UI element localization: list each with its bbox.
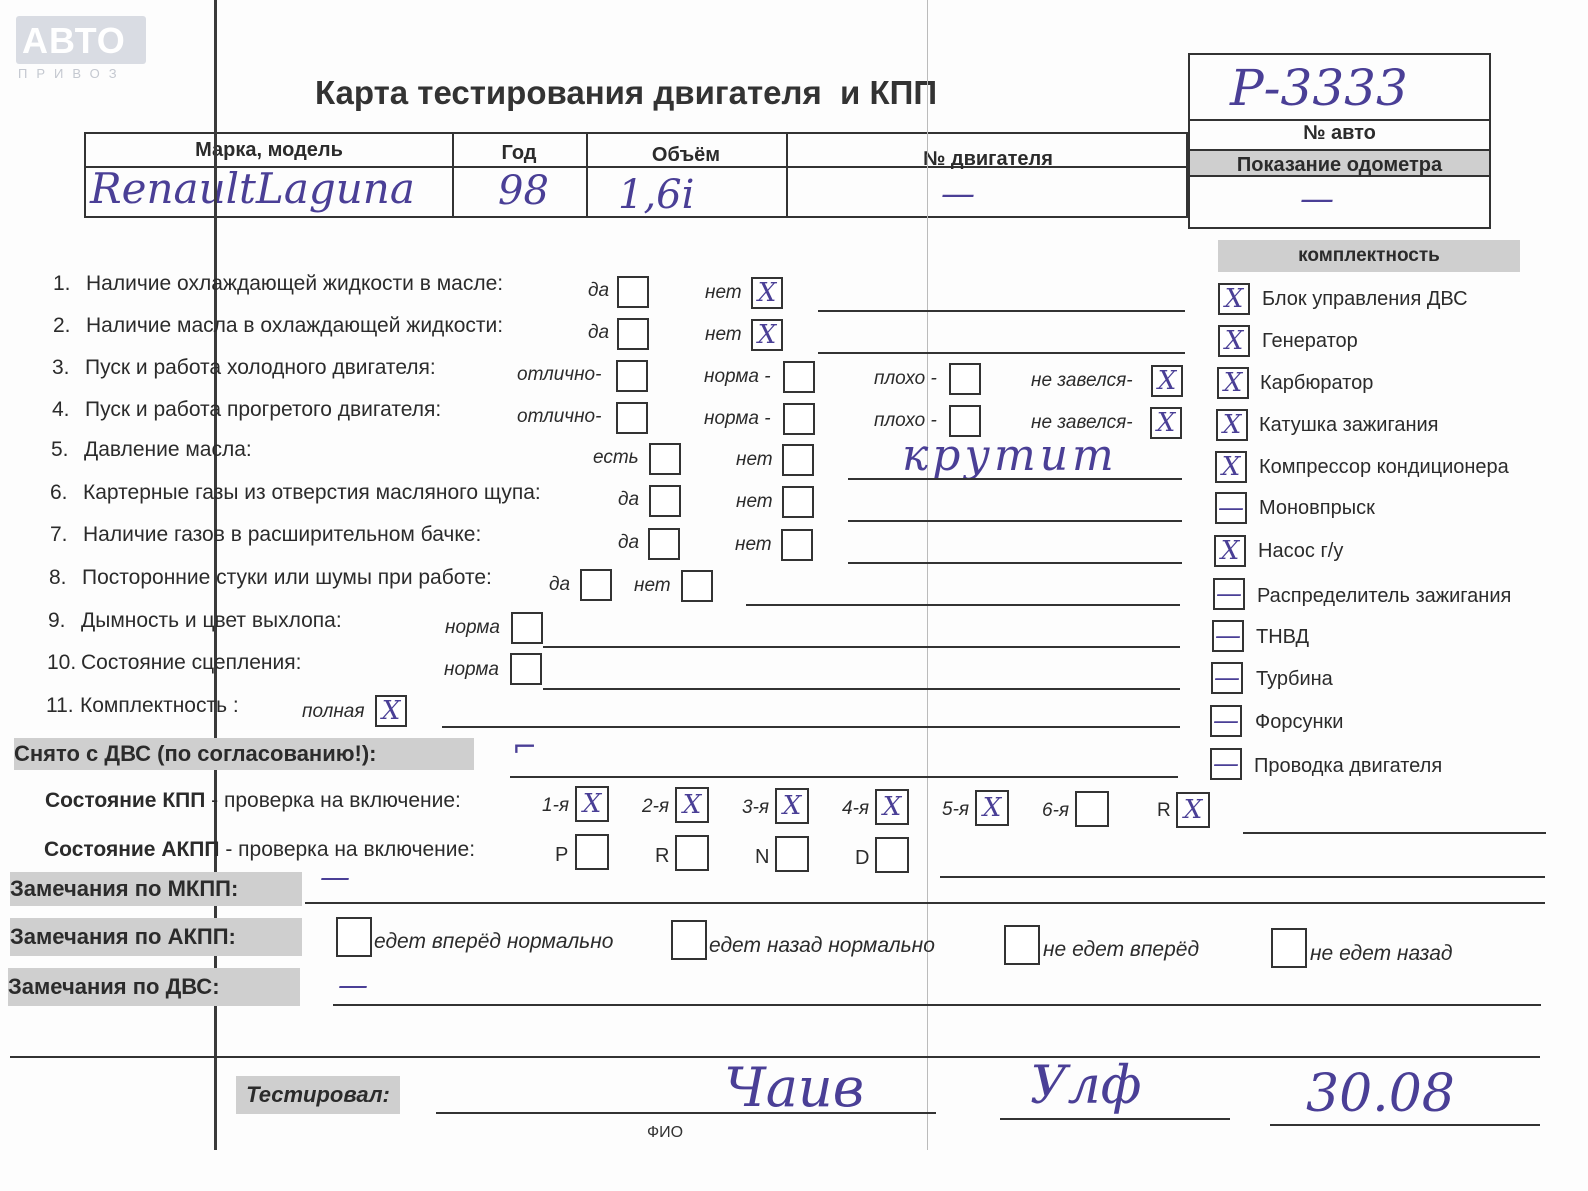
item-7-number: 7. (50, 523, 68, 546)
item-3-bad-checkbox[interactable] (949, 363, 981, 395)
akpp-mode-d-checkbox[interactable] (875, 837, 909, 873)
akpp-option-1-checkbox[interactable] (336, 917, 372, 957)
item-2-text: Наличие масла в охлаждающей жидкости: (86, 314, 504, 337)
akpp-option-3-label: не едет вперёд (1043, 938, 1200, 961)
kpp-gear-4-label: 4-я (842, 798, 870, 819)
item-11-line (442, 726, 1180, 728)
item-10-normal-checkbox[interactable] (510, 653, 542, 685)
akpp-label (44, 838, 475, 862)
remarks-dvs-label: Замечания по ДВС: (8, 968, 300, 1006)
item-1-line (818, 310, 1185, 312)
item-3-excellent-checkbox[interactable] (616, 360, 648, 392)
item-6-text: Картерные газы из отверстия масляного щупа: (83, 481, 541, 504)
item-4-number: 4. (52, 398, 70, 421)
completeness-8-checkbox[interactable]: — (1213, 578, 1245, 610)
item-5-no-checkbox[interactable] (782, 444, 814, 476)
item-5-number: 5. (51, 438, 69, 461)
completeness-1-label: Блок управления ДВС (1262, 288, 1468, 310)
odometer-value: — (1300, 179, 1334, 219)
logo (16, 16, 146, 64)
kpp-gear-r-checkbox[interactable]: X (1176, 792, 1210, 828)
col-divider-3 (786, 134, 788, 216)
header-table (84, 132, 1188, 218)
completeness-12-label: Проводка двигателя (1254, 755, 1443, 777)
item-8-no-checkbox[interactable] (681, 570, 713, 602)
fold-line-center (927, 0, 928, 1150)
completeness-11-checkbox[interactable]: — (1210, 705, 1242, 737)
akpp-option-4-checkbox[interactable] (1271, 928, 1307, 968)
kpp-gear-2-checkbox[interactable]: X (675, 787, 709, 823)
item-11-full-checkbox[interactable]: X (375, 695, 407, 727)
item-3-normal-checkbox[interactable] (783, 361, 815, 393)
kpp-gear-1-label: 1-я (542, 795, 570, 816)
kpp-gear-2-label: 2-я (642, 796, 670, 817)
completeness-10-checkbox[interactable]: — (1211, 662, 1243, 694)
kpp-gear-6-label: 6-я (1042, 800, 1070, 821)
item-10-line (543, 688, 1180, 690)
item-6-line (848, 520, 1182, 522)
item-1-text: Наличие охлаждающей жидкости в масле: (86, 272, 504, 295)
completeness-9-label: ТНВД (1256, 626, 1310, 648)
fio-caption: ФИО (647, 1124, 684, 1141)
item-9-option-normal: норма (445, 617, 500, 638)
akpp-label-rest: - проверка на включение: (219, 838, 476, 861)
item-6-yes-checkbox[interactable] (649, 485, 681, 517)
item-9-number: 9. (48, 609, 66, 632)
item-11-option-full: полная (302, 701, 365, 722)
completeness-5-label: Компрессор кондиционера (1259, 456, 1509, 478)
completeness-7-checkbox[interactable]: X (1214, 535, 1246, 567)
remarks-akpp-label: Замечания по АКПП: (10, 918, 302, 956)
item-4-option-normal: норма - (704, 408, 771, 429)
item-5-text: Давление масла: (84, 438, 252, 461)
completeness-2-checkbox[interactable]: X (1218, 325, 1250, 357)
akpp-mode-n-checkbox[interactable] (775, 836, 809, 872)
item-4-excellent-checkbox[interactable] (616, 402, 648, 434)
akpp-mode-p-label: P (555, 844, 569, 866)
akpp-mode-d-label: D (855, 847, 870, 869)
item-7-text: Наличие газов в расширительном бачке: (83, 523, 482, 546)
kpp-gear-r-label: R (1157, 800, 1171, 821)
kpp-gear-4-checkbox[interactable]: X (875, 789, 909, 825)
tested-label: Тестировал: (236, 1076, 400, 1114)
item-4-not-started-checkbox[interactable]: X (1150, 407, 1182, 439)
item-1-no-checkbox[interactable]: X (751, 277, 783, 309)
item-5-note: крутит (902, 430, 1118, 481)
page-title: Карта тестирования двигателя и КПП (315, 74, 938, 111)
removed-value: ⌐ (512, 730, 538, 765)
item-8-option-no: нет (634, 575, 671, 596)
kpp-gear-3-checkbox[interactable]: X (775, 788, 809, 824)
completeness-12-checkbox[interactable]: — (1210, 748, 1242, 780)
item-7-yes-checkbox[interactable] (648, 528, 680, 560)
kpp-line (1243, 832, 1546, 834)
logo-sub: ПРИВОЗ (18, 66, 126, 81)
akpp-option-1-label: едет вперёд нормально (374, 930, 614, 953)
make-value: RenaultLaguna (90, 164, 415, 213)
item-5-option-yes: есть (593, 447, 639, 468)
item-2-number: 2. (53, 314, 71, 337)
item-10-text: Состояние сцепления: (81, 651, 302, 674)
auto-number-divider (1190, 119, 1489, 121)
item-5-yes-checkbox[interactable] (649, 443, 681, 475)
akpp-mode-n-label: N (755, 846, 770, 868)
item-3-number: 3. (52, 356, 70, 379)
logo-brand: АВТО (22, 20, 126, 61)
item-7-option-no: нет (735, 534, 772, 555)
akpp-option-2-label: едет назад нормально (709, 934, 935, 957)
tester-name: Чаив (724, 1056, 865, 1119)
test-date: 30.08 (1306, 1064, 1455, 1124)
item-2-yes-checkbox[interactable] (617, 318, 649, 350)
completeness-8-label: Распределитель зажигания (1257, 585, 1512, 607)
completeness-6-checkbox[interactable]: — (1215, 492, 1247, 524)
completeness-2-label: Генератор (1262, 330, 1358, 352)
remarks-dvs-line (333, 1004, 1541, 1006)
item-8-option-yes: да (549, 574, 571, 595)
year-label: Год (501, 142, 537, 164)
akpp-option-4-label: не едет назад (1310, 942, 1453, 965)
item-1-option-yes: да (588, 280, 610, 301)
item-3-not-started-checkbox[interactable]: X (1151, 365, 1183, 397)
kpp-label-bold: Состояние КПП (45, 789, 206, 812)
item-2-option-yes: да (588, 322, 610, 343)
kpp-label (45, 789, 461, 813)
item-3-text: Пуск и работа холодного двигателя: (85, 356, 436, 379)
year-value: 98 (498, 168, 549, 214)
akpp-label-bold: Состояние АКПП (44, 838, 220, 861)
item-7-no-checkbox[interactable] (781, 529, 813, 561)
engine-label: № двигателя (923, 148, 1053, 170)
akpp-option-2-checkbox[interactable] (671, 920, 707, 960)
item-11-text: Комплектность : (80, 694, 239, 717)
item-4-normal-checkbox[interactable] (783, 403, 815, 435)
item-4-option-bad: плохо - (874, 410, 937, 431)
item-1-option-no: нет (705, 282, 742, 303)
item-10-option-normal: норма (444, 659, 499, 680)
remarks-mkpp-line (305, 902, 1545, 904)
remarks-dvs-value: — (338, 968, 368, 1003)
item-1-number: 1. (53, 272, 71, 295)
date-line (1270, 1124, 1540, 1126)
item-2-no-checkbox[interactable]: X (751, 319, 783, 351)
completeness-1-checkbox[interactable]: X (1218, 283, 1250, 315)
auto-number-label: № авто (1303, 122, 1376, 144)
item-8-line (746, 604, 1180, 606)
signature-line (1000, 1118, 1230, 1120)
item-7-line (848, 562, 1182, 564)
akpp-mode-p-checkbox[interactable] (575, 834, 609, 870)
item-3-option-not-started: не завелся- (1031, 370, 1133, 391)
completeness-5-checkbox[interactable]: X (1215, 451, 1247, 483)
item-4-option-not-started: не завелся- (1031, 412, 1133, 433)
completeness-10-label: Турбина (1256, 668, 1333, 690)
removed-label: Снято с ДВС (по согласованию!): (14, 738, 474, 770)
item-3-option-bad: плохо - (874, 368, 937, 389)
remarks-mkpp-label: Замечания по МКПП: (10, 872, 302, 906)
removed-line (510, 776, 1178, 778)
item-5-option-no: нет (736, 449, 773, 470)
item-4-option-excellent: отлично- (517, 406, 602, 427)
item-2-line (818, 352, 1185, 354)
completeness-3-label: Карбюратор (1260, 372, 1374, 394)
item-5-line (848, 478, 1182, 480)
completeness-6-label: Моновпрыск (1259, 497, 1375, 519)
tester-name-line (436, 1112, 936, 1114)
completeness-3-checkbox[interactable]: X (1217, 367, 1249, 399)
kpp-gear-5-checkbox[interactable]: X (975, 790, 1009, 826)
item-9-text: Дымность и цвет выхлопа: (81, 609, 342, 632)
item-3-option-normal: норма - (704, 366, 771, 387)
kpp-gear-1-checkbox[interactable]: X (575, 786, 609, 822)
item-8-text: Посторонние стуки или шумы при работе: (82, 566, 492, 589)
akpp-mode-r-checkbox[interactable] (675, 835, 709, 871)
item-4-text: Пуск и работа прогретого двигателя: (85, 398, 442, 421)
kpp-gear-3-label: 3-я (742, 797, 770, 818)
volume-label: Объём (651, 144, 721, 166)
kpp-label-rest: - проверка на включение: (205, 789, 461, 812)
item-8-yes-checkbox[interactable] (580, 569, 612, 601)
kpp-gear-6-checkbox[interactable] (1075, 791, 1109, 827)
completeness-4-label: Катушка зажигания (1259, 414, 1439, 436)
odometer-label: Показание одометра (1190, 149, 1489, 177)
item-10-number: 10. (47, 651, 77, 674)
item-2-option-no: нет (705, 324, 742, 345)
completeness-11-label: Форсунки (1255, 711, 1344, 733)
auto-box (1188, 53, 1491, 229)
item-3-option-excellent: отлично- (517, 364, 602, 385)
engine-value: — (941, 174, 975, 214)
item-6-option-no: нет (736, 491, 773, 512)
akpp-line (940, 876, 1545, 878)
item-9-normal-checkbox[interactable] (511, 612, 543, 644)
item-9-line (543, 646, 1180, 648)
kpp-gear-5-label: 5-я (942, 799, 970, 820)
volume-value: 1,6i (618, 172, 695, 218)
item-8-number: 8. (49, 566, 67, 589)
item-6-number: 6. (50, 481, 68, 504)
item-6-option-yes: да (618, 489, 640, 510)
akpp-mode-r-label: R (655, 845, 670, 867)
signature: Улф (1030, 1056, 1142, 1116)
completeness-9-checkbox[interactable]: — (1212, 620, 1244, 652)
remarks-mkpp-value: — (320, 860, 350, 895)
item-11-number: 11. (46, 694, 74, 717)
completeness-title: комплектность (1218, 240, 1520, 272)
akpp-option-3-checkbox[interactable] (1004, 925, 1040, 965)
make-label: Марка, модель (195, 139, 343, 161)
completeness-4-checkbox[interactable]: X (1216, 409, 1248, 441)
completeness-7-label: Насос г/у (1258, 540, 1344, 562)
item-1-yes-checkbox[interactable] (617, 276, 649, 308)
item-7-option-yes: да (618, 532, 640, 553)
auto-number: Р-3333 (1230, 59, 1408, 117)
item-6-no-checkbox[interactable] (782, 486, 814, 518)
